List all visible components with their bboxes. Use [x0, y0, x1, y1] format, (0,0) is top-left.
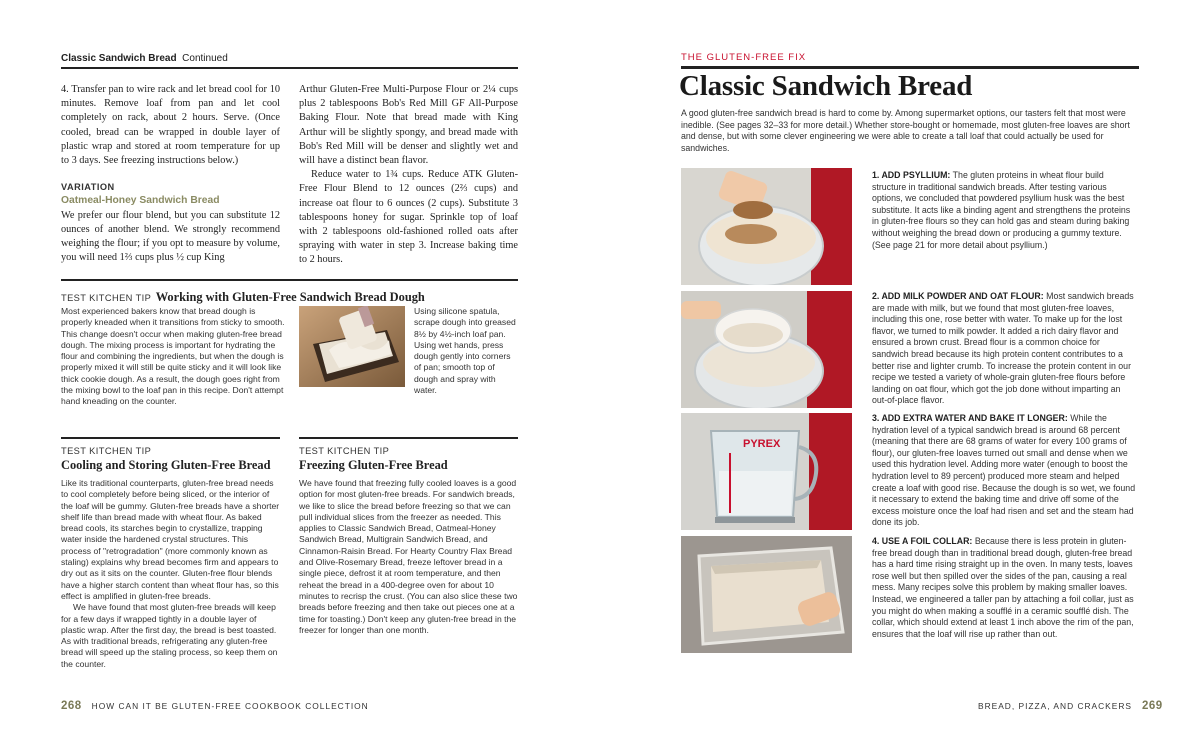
- tip3-title: Freezing Gluten-Free Bread: [299, 458, 448, 472]
- step-4-heading: 4. USE A FOIL COLLAR:: [872, 536, 973, 546]
- running-header-continued: Continued: [182, 53, 228, 64]
- intro-text: A good gluten-free sandwich bread is hard to come by. Among supermarket options, our tasters felt that most were inedible. (See pages 32–33 for more detail.) Whether store-bought or homemade, most gluten-free loaves are short and dense, but with some clever engineering we were able to create a tall loaf that could actually be used for sandwiches.: [681, 108, 1130, 153]
- foil-collar-photo: [681, 536, 852, 653]
- pyrex-logo: PYREX: [743, 438, 781, 450]
- tip2-para1: Like its traditional counterparts, gluten-free bread needs to cool completely before being sliced, or the interior of the loaf will be gummy. Gluten-free breads have a shorter shelf life than bread made with wheat flour. As baked bread cools, its starches begin to crystallize, trapping water inside the hardened crystal structures. This process of "retrogradation" (more commonly known as staling) explains why bread becomes firm and appears to dry out as it sits on the counter. Gluten-free flour blends have a higher starch content than wheat flour has, so this effect is amplified in gluten-free breads.: [61, 478, 280, 601]
- page-title: Classic Sandwich Bread: [679, 70, 973, 102]
- step-3-heading: 3. ADD EXTRA WATER AND BAKE IT LONGER:: [872, 413, 1068, 423]
- step-4: 4. Transfer pan to wire rack and let bread cool for 10 minutes. Remove loaf from pan and let cool completely on rack, about 2 hours. Serve. (Once cooled, bread can be wrapped in double layer of plastic wrap and stored at room temperature for up to 3 days. See freezing instructions below.): [61, 84, 280, 167]
- recipe-column-2: [299, 83, 518, 268]
- tip3-rule: [299, 437, 518, 439]
- variation-label: VARIATION: [61, 182, 115, 193]
- tip2-para2: We have found that most gluten-free breads will keep for a few days if wrapped tightly in a double layer of plastic wrap. After the first day, the bread is best toasted. As with traditional breads, refrigerating any gluten-free bread will speed up the staling process, so keep them on the counter.: [61, 602, 278, 669]
- kicker: THE GLUTEN-FREE FIX: [681, 52, 807, 63]
- tip2-rule: [61, 437, 280, 439]
- tip1-rule: [61, 279, 518, 281]
- step-2-text: Most sandwich breads are made with milk, but we found that most gluten-free loaves, including this one, rose better with water. To make up for the lost flavor, we turned to milk powder. It added a rich dairy flavor and ensured a brown crust. Bread flour is a common choice for sandwich bread because its high protein content contributes to a better rise and lighter crumb. To increase the protein content in our recipe we tested a variety of whole-grain gluten-free flours before landing on oat flour, which got the job done without imparting an out-of-place flavor.: [872, 291, 1134, 406]
- step-1-heading: 1. ADD PSYLLIUM:: [872, 170, 951, 180]
- left-footer-text: HOW CAN IT BE GLUTEN-FREE COOKBOOK COLLECTION: [91, 701, 369, 711]
- tip1-label: TEST KITCHEN TIP: [61, 293, 152, 303]
- tip1-heading: [61, 288, 518, 306]
- tip1-caption-text: Using silicone spatula, scrape dough into greased 8½ by 4½-inch loaf pan. Using wet hands, press dough gently into corners of pan; smooth top of dough and spray with water.: [414, 306, 516, 396]
- tip3-label: TEST KITCHEN TIP: [299, 446, 390, 456]
- measuring-cup-photo: [681, 413, 852, 530]
- step-1-text: The gluten proteins in wheat flour build structure in traditional sandwich breads. After testing various options, we concluded that powdered psyllium husk was the best substitute. It acts like a binding agent and strengthens the proteins in gluten-free flours so they can hold gas and steam during baking without weighing the bread down or producing a gummy texture. (See page 21 for more detail about psyllium.): [872, 170, 1131, 250]
- tip2-heading: [61, 446, 280, 473]
- step-3: [872, 413, 1138, 529]
- tip1-body: [61, 306, 285, 408]
- step-2: [872, 291, 1138, 407]
- variation-text: We prefer our flour blend, but you can substitute 12 ounces of another blend. We strongly recommend weighing the flour; if you opt to measure by volume, you will need 1⅔ cups plus ½ cup King: [61, 209, 280, 264]
- tip3-body: [299, 478, 518, 636]
- tip1-title: Working with Gluten-Free Sandwich Bread Dough: [155, 290, 425, 304]
- right-page-number: 269: [1141, 700, 1163, 712]
- title-rule: [681, 66, 1139, 69]
- variation-continued: Arthur Gluten-Free Multi-Purpose Flour or 2¼ cups plus 2 tablespoons Bob's Red Mill GF All-Purpose Baking Flour. Note that bread made with King Arthur will be slightly spongy, and bread made with Bob's Red Mill will be denser and slightly wet and will have a distinct bean flavor.: [299, 84, 518, 167]
- tip2-label: TEST KITCHEN TIP: [61, 446, 152, 456]
- step-4-foil: [872, 536, 1138, 640]
- step-2-heading: 2. ADD MILK POWDER AND OAT FLOUR:: [872, 291, 1044, 301]
- variation-title: Oatmeal-Honey Sandwich Bread: [61, 195, 220, 207]
- step-1: [872, 170, 1138, 251]
- running-header-title: Classic Sandwich Bread: [61, 53, 177, 64]
- left-footer: [61, 700, 369, 712]
- step-4-text: Because there is less protein in gluten-free bread dough than in traditional bread dough, gluten-free bread has a hard time rising straight up in the oven. In many tests, loaves rose well but then spilled over the sides of the pan, causing a real mess. Many recipes solve this problem by making smaller loaves. Instead, we engineered a taller pan by attaching a foil collar, just as you might do when making a soufflé in a ceramic soufflé dish. The collar, which should extend at least 1 inch above the rim of the pan, ensures that the loaf will rise up rather than out.: [872, 536, 1134, 639]
- psyllium-bowl-photo: [681, 168, 852, 285]
- variation-instructions: Reduce water to 1¾ cups. Reduce ATK Gluten-Free Flour Blend to 12 ounces (2⅔ cups) and increase oat flour to 6 ounces (2 cups). Substitute 3 tablespoons honey for sugar. Sprinkle top of loaf with 2 tablespoons old-fashioned rolled oats after spraying with water in step 3. Increase baking time to 2 hours.: [299, 169, 518, 266]
- tip3-text: We have found that freezing fully cooled loaves is a good option for most gluten-free breads. For sandwich breads, we like to slice the bread before freezing so that we can pull individual slices from the freezer as needed. This applies to Classic Sandwich Bread, Oatmeal-Honey Sandwich Bread, Multigrain Sandwich Bread, and Cinnamon-Raisin Bread. For Hearty Country Flax Bread and Olive-Rosemary Bread, freeze leftover bread in a single piece, defrost it at room temperature, and then reheat the bread in a 400-degree oven for about 10 minutes to recrisp the crust. (You can also slice these two breads before freezing and then take out pieces one at a time for toasting.) Don't keep any gluten-free bread in the freezer for longer than one month.: [299, 478, 518, 635]
- milk-powder-bowl-photo: [681, 291, 852, 408]
- tip1-text: Most experienced bakers know that bread dough is properly kneaded when it transitions from sticky to smooth. This change doesn't occur when making gluten-free bread dough. The mixing process is important for hydrating the flour and combining the ingredients, but when the dough is properly mixed it will still be quite sticky and it will look like thick cookie dough. As a result, the dough goes right from the mixing bowl to the loaf pan in this recipe. Don't attempt hand kneading on the counter.: [61, 306, 285, 407]
- left-page-number: 268: [61, 700, 82, 712]
- dough-in-pan-photo: [299, 306, 405, 387]
- tip2-body: [61, 478, 280, 670]
- header-rule: [61, 67, 518, 69]
- running-header: [61, 53, 228, 64]
- tip1-caption: [414, 306, 520, 396]
- step-3-text: While the hydration level of a typical sandwich bread is around 68 percent (meaning that there are 68 grams of water for every 100 grams of flour), our gluten-free loaves turned out small and dense when we used this hydration level. Adding more water (enough to boost the hydration level to 89 percent) produced more steam and helped create a loaf with good rise. Because the dough is so wet, we found it necessary to extend the baking time and drive off some of the excess moisture once the loaf had risen and set and the steam had done its job.: [872, 413, 1136, 528]
- tip3-heading: [299, 446, 518, 473]
- tip2-title: Cooling and Storing Gluten-Free Bread: [61, 458, 271, 472]
- recipe-column-1: [61, 83, 280, 265]
- right-footer: [978, 700, 1163, 712]
- right-footer-text: BREAD, PIZZA, AND CRACKERS: [978, 701, 1132, 711]
- intro: [681, 108, 1136, 154]
